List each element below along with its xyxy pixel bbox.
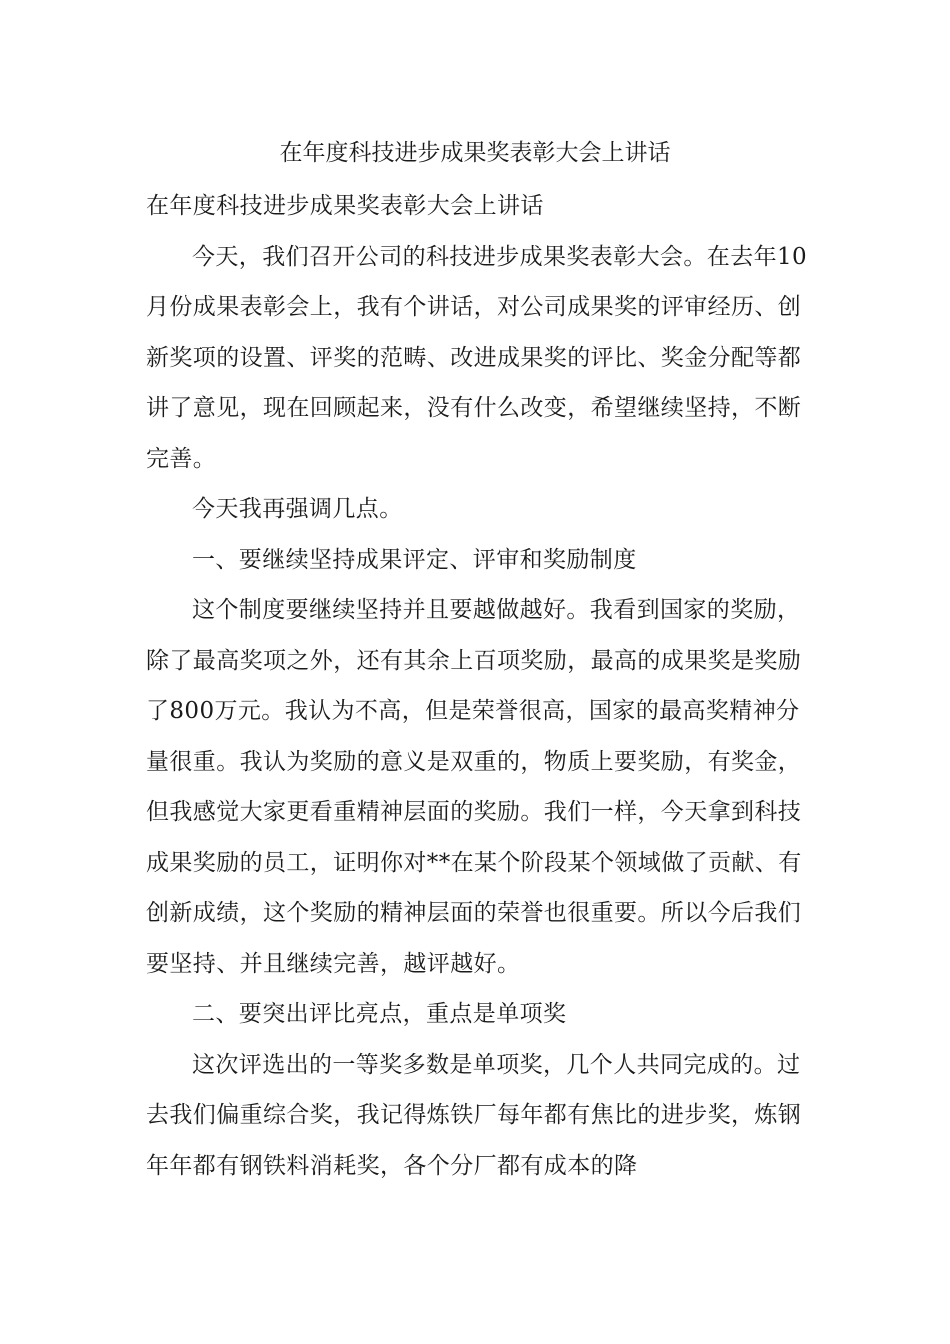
document-body [146, 181, 814, 1191]
paragraph-opening: 今天，我们召开公司的科技进步成果奖表彰大会。在去年10月份成果表彰会上，我有个讲话，对公司成果奖的评审经历、创新奖项的设置、评奖的范畴、改进成果奖的评比、奖金分配等都讲了意见，现在回顾起来，没有什么改变，希望继续坚持，不断完善。 [146, 243, 808, 472]
section-heading-2: 二、要突出评比亮点，重点是单项奖 [192, 1001, 567, 1027]
paragraph-emphasis: 今天我再强调几点。 [192, 496, 403, 522]
section-heading-1: 一、要继续坚持成果评定、评审和奖励制度 [192, 546, 637, 573]
document-title: 在年度科技进步成果奖表彰大会上讲话 [279, 140, 671, 166]
document-subtitle: 在年度科技进步成果奖表彰大会上讲话 [146, 193, 544, 219]
paragraph-section-2: 这次评选出的一等奖多数是单项奖，几个人共同完成的。过去我们偏重综合奖，我记得炼铁厂每年都有焦比的进步奖，炼钢年年都有钢铁料消耗奖，各个分厂都有成本的降 [146, 1051, 802, 1179]
paragraph-section-1: 这个制度要继续坚持并且要越做越好。我看到国家的奖励，除了最高奖项之外，还有其余上百项奖励，最高的成果奖是奖励了800万元。我认为不高，但是荣誉很高，国家的最高奖精神分量很重。我认为奖励的意义是双重的，物质上要奖励，有奖金，但我感觉大家更看重精神层面的奖励。我们一样，今天拿到科技成果奖励的员工，证明你对**在某个阶段某个领域做了贡献、有创新成绩，这个奖励的精神层面的荣誉也很重要。所以今后我们要坚持、并且继续完善，越评越好。 [146, 597, 802, 977]
